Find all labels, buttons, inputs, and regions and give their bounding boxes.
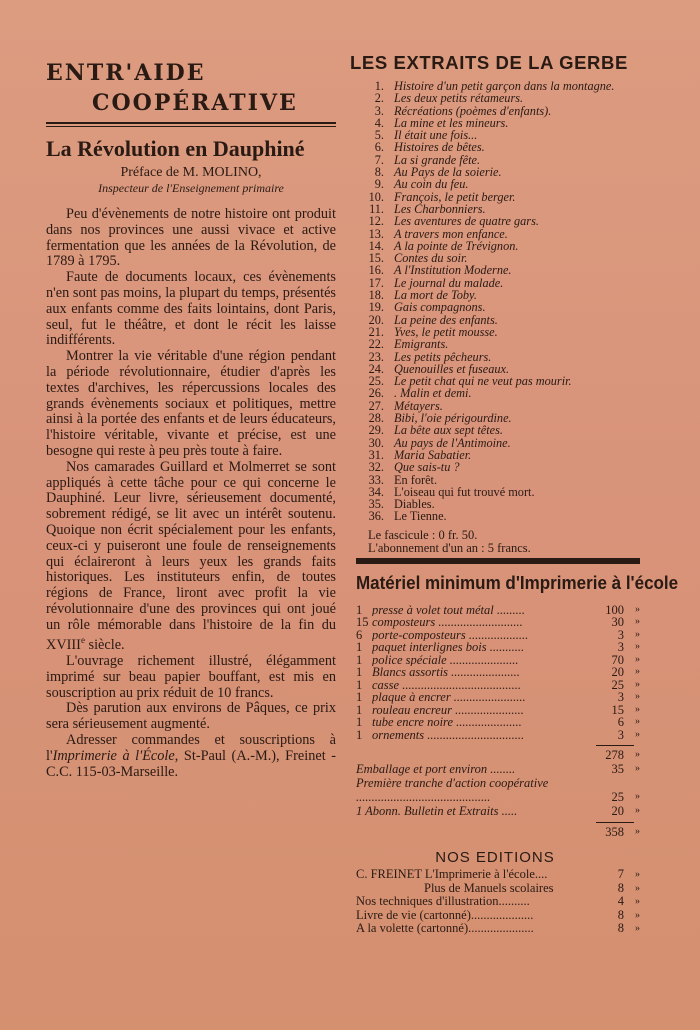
masthead-line1: ENTR'AIDE [46, 60, 206, 86]
article-title: La Révolution en Dauphiné [46, 136, 305, 161]
currency-mark: » [635, 923, 640, 935]
extrait-title: Yves, le petit mousse. [394, 324, 498, 339]
edition-label: Nos techniques d'illustration.......... [356, 895, 530, 909]
extrait-number: 20. [368, 312, 384, 327]
preface-author-role: Inspecteur de l'Enseignement primaire [98, 181, 284, 195]
extrait-title: Le petit chat qui ne veut pas mourir. [394, 374, 572, 389]
quantity: 1 [356, 715, 363, 730]
extrait-title: L'oiseau qui fut trouvé mort. [394, 484, 535, 499]
extrait-title: Histoire d'un petit garçon dans la montagne. [394, 79, 615, 93]
edition-row [356, 909, 640, 923]
edition-price: 7 [617, 867, 624, 882]
materiel-total: 358 » [605, 825, 640, 840]
extrait-title: La si grande fête. [394, 152, 481, 167]
extrait-number: 1. [374, 79, 384, 93]
edition-price: 8 [617, 921, 624, 936]
currency-mark: » [635, 666, 640, 678]
extrait-title: Les Charbonniers. [394, 201, 486, 216]
extraits-list [350, 80, 640, 523]
left-column [46, 60, 336, 780]
extrait-number: 30. [368, 435, 384, 450]
edition-price: 8 [617, 880, 624, 895]
item-price: 3 [617, 727, 624, 742]
extrait-number: 9. [374, 177, 384, 192]
edition-label: A la volette (cartonné)..................... [356, 922, 534, 936]
extrait-number: 18. [368, 288, 384, 303]
quantity: 1 [356, 602, 363, 617]
extrait-title: Les aventures de quatre gars. [394, 214, 539, 229]
extrait-title: Gais compagnons. [394, 300, 486, 315]
item-label: rouleau encreur ...................... [372, 703, 524, 717]
currency-mark: » [635, 653, 640, 665]
extrait-title: Emigrants. [394, 337, 449, 352]
extrait-title: Maria Sabatier. [394, 447, 472, 462]
item-label: composteurs ........................... [372, 616, 523, 629]
item-price: 100 [605, 602, 624, 617]
extrait-title: Les petits pêcheurs. [394, 349, 492, 364]
extrait-title: A travers mon enfance. [394, 226, 508, 241]
extrait-title: Que sais-tu ? [394, 460, 460, 475]
extrait-number: 12. [368, 214, 384, 229]
item-label: ornements ............................... [372, 728, 525, 742]
currency-mark: » [635, 691, 640, 703]
edition-row [356, 868, 640, 882]
materiel-list [350, 604, 640, 742]
masthead-rule [46, 122, 336, 127]
quantity: 1 [356, 677, 363, 692]
currency-mark: » [635, 716, 640, 728]
item-label: paquet interlignes bois ........... [372, 641, 525, 654]
edition-row [356, 882, 640, 896]
paragraph: Dès parution aux environs de Pâques, ce prix sera sérieusement augmenté. [46, 700, 336, 733]
quantity: 6 [356, 627, 363, 642]
extrait-number: 19. [368, 300, 384, 315]
extrait-number: 16. [368, 263, 384, 278]
item-label: presse à volet tout métal ......... [372, 603, 525, 617]
extrait-number: 11. [369, 201, 384, 216]
materiel-row [356, 666, 640, 679]
materiel-row [356, 704, 640, 717]
paragraph: Peu d'évènements de notre histoire ont produit dans nos provinces une aussi vivace et active fermentation que les années de la Révolution, de 1789 à 1795. [46, 206, 336, 270]
extrait-title: . Malin et demi. [394, 386, 472, 401]
extrait-title: Le Tienne. [394, 509, 447, 524]
materiel-subtotal: 278 » [605, 748, 640, 763]
materiel-title: Matériel minimum d'Imprimerie à l'école [356, 571, 679, 593]
paragraph-text: Nos camarades Guillard et Molmerret se sont appliqués à cette tâche pour ce qui concerne le Dauphiné. Leur livre, sérieusement documenté, sobrement rédigé, se lit avec un intérêt soutenu. Quoique non écrit spécialement pour les enfants, ceux-ci y puiseront une foule de renseignements qui éclaireront à leurs yeux les grands faits historiques. Les instituteurs enfin, de toutes régions de France, liront avec profit la vie révolutionnaire d'une des provinces qui ont joué un rôle mémorable dans l'histoire de la fin du [46, 458, 336, 633]
edition-price: 4 [617, 894, 624, 909]
materiel-row [356, 729, 640, 742]
currency-mark: » [635, 869, 640, 881]
extrait-number: 24. [368, 361, 384, 376]
quantity: 15 [356, 615, 369, 630]
item-label: plaque à encrer ....................... [372, 691, 526, 704]
right-column [350, 52, 679, 936]
extrait-number: 15. [368, 251, 384, 266]
item-label: Blancs assortis ...................... [372, 666, 520, 679]
extrait-number: 6. [374, 140, 384, 155]
materiel-row [356, 604, 640, 617]
currency-mark: » [635, 628, 640, 640]
extrait-title: François, le petit berger. [394, 189, 516, 204]
extrait-title: Contes du soir. [394, 251, 468, 266]
extrait-number: 34. [368, 484, 384, 499]
extrait-number: 35. [368, 497, 384, 512]
extrait-title: La mort de Toby. [394, 288, 477, 303]
item-price: 70 [611, 652, 624, 667]
extraits-title: LES EXTRAITS DE LA GERBE [350, 52, 628, 73]
currency-mark: » [635, 896, 640, 908]
extrait-title: Au coin du feu. [394, 177, 469, 192]
sum-rule [596, 822, 634, 823]
extrait-number: 5. [374, 128, 384, 143]
materiel-row [356, 629, 640, 642]
currency-mark: » [635, 703, 640, 715]
edition-row [356, 895, 640, 909]
quantity: 1 [356, 640, 363, 655]
item-price: 3 [617, 627, 624, 642]
extrait-title: Bibi, l'oie périgourdine. [394, 411, 512, 426]
extrait-number: 33. [368, 472, 384, 487]
extrait-title: Quenouilles et fuseaux. [394, 361, 510, 376]
paragraph: Montrer la vie véritable d'une région pendant la période révolutionnaire, étudier d'après les textes d'archives, les répercussions locales des grands évènements sociaux et politiques, mettre ainsi à la portée des enfants et de leurs éducateurs, l'histoire véritable, vivante et précise, est une besogne qui reste à peu près toute à faire. [46, 348, 336, 459]
materiel-row [356, 654, 640, 667]
item-price: 20 [611, 665, 624, 680]
editions-list [350, 868, 640, 936]
century-text: XVIIIe siècle. [46, 635, 125, 654]
abonnement-bulletin-row: 1 Abonn. Bulletin et Extraits ..... 20 » [356, 804, 640, 819]
masthead-line2: COOPÉRATIVE [92, 90, 298, 116]
extrait-title: Histoires de bêtes. [394, 140, 485, 155]
materiel-row [356, 679, 640, 692]
currency-mark: » [635, 728, 640, 740]
item-price: 6 [617, 715, 624, 730]
extrait-title: Métayers. [394, 398, 443, 413]
edition-label: C. FREINET L'Imprimerie à l'école.... [356, 868, 548, 882]
extrait-number: 29. [368, 423, 384, 438]
materiel-row [356, 616, 640, 629]
extrait-title: La bête aux sept têtes. [394, 423, 503, 438]
extrait-title: Le journal du malade. [394, 275, 504, 290]
extrait-number: 22. [368, 337, 384, 352]
extrait-number: 28. [368, 411, 384, 426]
quantity: 1 [356, 702, 363, 717]
item-price: 3 [617, 640, 624, 655]
extrait-number: 2. [374, 91, 384, 106]
extrait-title: Les deux petits rétameurs. [394, 91, 524, 106]
edition-row [356, 922, 640, 936]
extrait-number: 36. [368, 509, 384, 524]
materiel-row [356, 641, 640, 654]
materiel-row [356, 691, 640, 704]
fascicule-price: Le fascicule : 0 fr. 50. [368, 527, 478, 542]
extrait-title: En forêt. [394, 472, 438, 487]
extrait-number: 17. [368, 275, 384, 290]
extrait-number: 14. [368, 238, 384, 253]
currency-mark: » [635, 678, 640, 690]
extrait-title: La peine des enfants. [394, 312, 498, 327]
quantity: 1 [356, 690, 363, 705]
extrait-number: 27. [368, 398, 384, 413]
edition-price: 8 [617, 907, 624, 922]
extrait-number: 31. [368, 447, 384, 462]
item-price: 15 [611, 702, 624, 717]
currency-mark: » [635, 616, 640, 628]
extrait-number: 13. [368, 226, 384, 241]
currency-mark: » [635, 641, 640, 653]
emballage-row: Emballage et port environ ........ 35 » [356, 762, 640, 777]
item-label: porte-composteurs ................... [372, 628, 529, 642]
preface-line: Préface de M. MOLINO, [120, 165, 262, 180]
extrait-number: 25. [368, 374, 384, 389]
quantity: 1 [356, 727, 363, 742]
tranche-row: Première tranche d'action coopérative ........................................... 25 » [356, 776, 640, 805]
materiel-row [356, 716, 640, 729]
extrait-title: La mine et les mineurs. [394, 115, 509, 130]
currency-mark: » [635, 882, 640, 894]
currency-mark: » [635, 603, 640, 615]
editions-title: NOS EDITIONS [435, 849, 555, 867]
extrait-title: Au pays de l'Antimoine. [394, 435, 511, 450]
order-address: Adresser commandes et souscriptions à l'Imprimerie à l'École, St-Paul (A.-M.), Freinet - C.C. 115-03-Marseille. [46, 732, 336, 780]
extrait-number: 26. [368, 386, 384, 401]
quantity: 1 [356, 652, 363, 667]
extrait-item [350, 510, 640, 522]
extrait-number: 23. [368, 349, 384, 364]
item-price: 3 [617, 690, 624, 705]
item-price: 25 [611, 677, 624, 692]
paragraph: L'ouvrage richement illustré, élégamment imprimé sur beau papier bouffant, est mis en souscription au prix réduit de 10 francs. [46, 653, 336, 701]
item-label: police spéciale ...................... [372, 653, 519, 667]
edition-label: Livre de vie (cartonné).................... [356, 908, 534, 922]
extrait-title: Récréations (poèmes d'enfants). [394, 103, 552, 118]
extrait-title: Diables. [394, 497, 435, 512]
sum-rule [596, 745, 634, 746]
quantity: 1 [356, 665, 363, 680]
item-label: casse ...................................... [372, 678, 521, 692]
edition-label: Plus de Manuels scolaires [424, 881, 554, 895]
extrait-number: 4. [374, 115, 384, 130]
extrait-number: 32. [368, 460, 384, 475]
extrait-number: 10. [368, 189, 384, 204]
currency-mark: » [635, 909, 640, 921]
abonnement-price: L'abonnement d'un an : 5 francs. [368, 540, 531, 555]
extrait-number: 21. [368, 324, 384, 339]
item-label: tube encre noire ..................... [372, 716, 522, 729]
extrait-title: A l'Institution Moderne. [394, 263, 512, 278]
extrait-number: 8. [374, 165, 384, 180]
extrait-title: Au Pays de la soierie. [394, 165, 502, 180]
paragraph-with-century [46, 460, 336, 654]
extrait-title: Il était une fois... [394, 128, 478, 143]
extrait-number: 7. [374, 152, 384, 167]
extrait-number: 3. [374, 103, 384, 118]
extrait-title: A la pointe de Trévignon. [394, 238, 519, 253]
item-price: 30 [611, 615, 624, 630]
paragraph: Faute de documents locaux, ces évènements n'en sont pas moins, la plupart du temps, présentés aux enfants comme des faits lointains, dont Paris, seul, fut le théâtre, et dont le récit les laisse indifférents. [46, 269, 336, 349]
section-divider [356, 558, 640, 564]
